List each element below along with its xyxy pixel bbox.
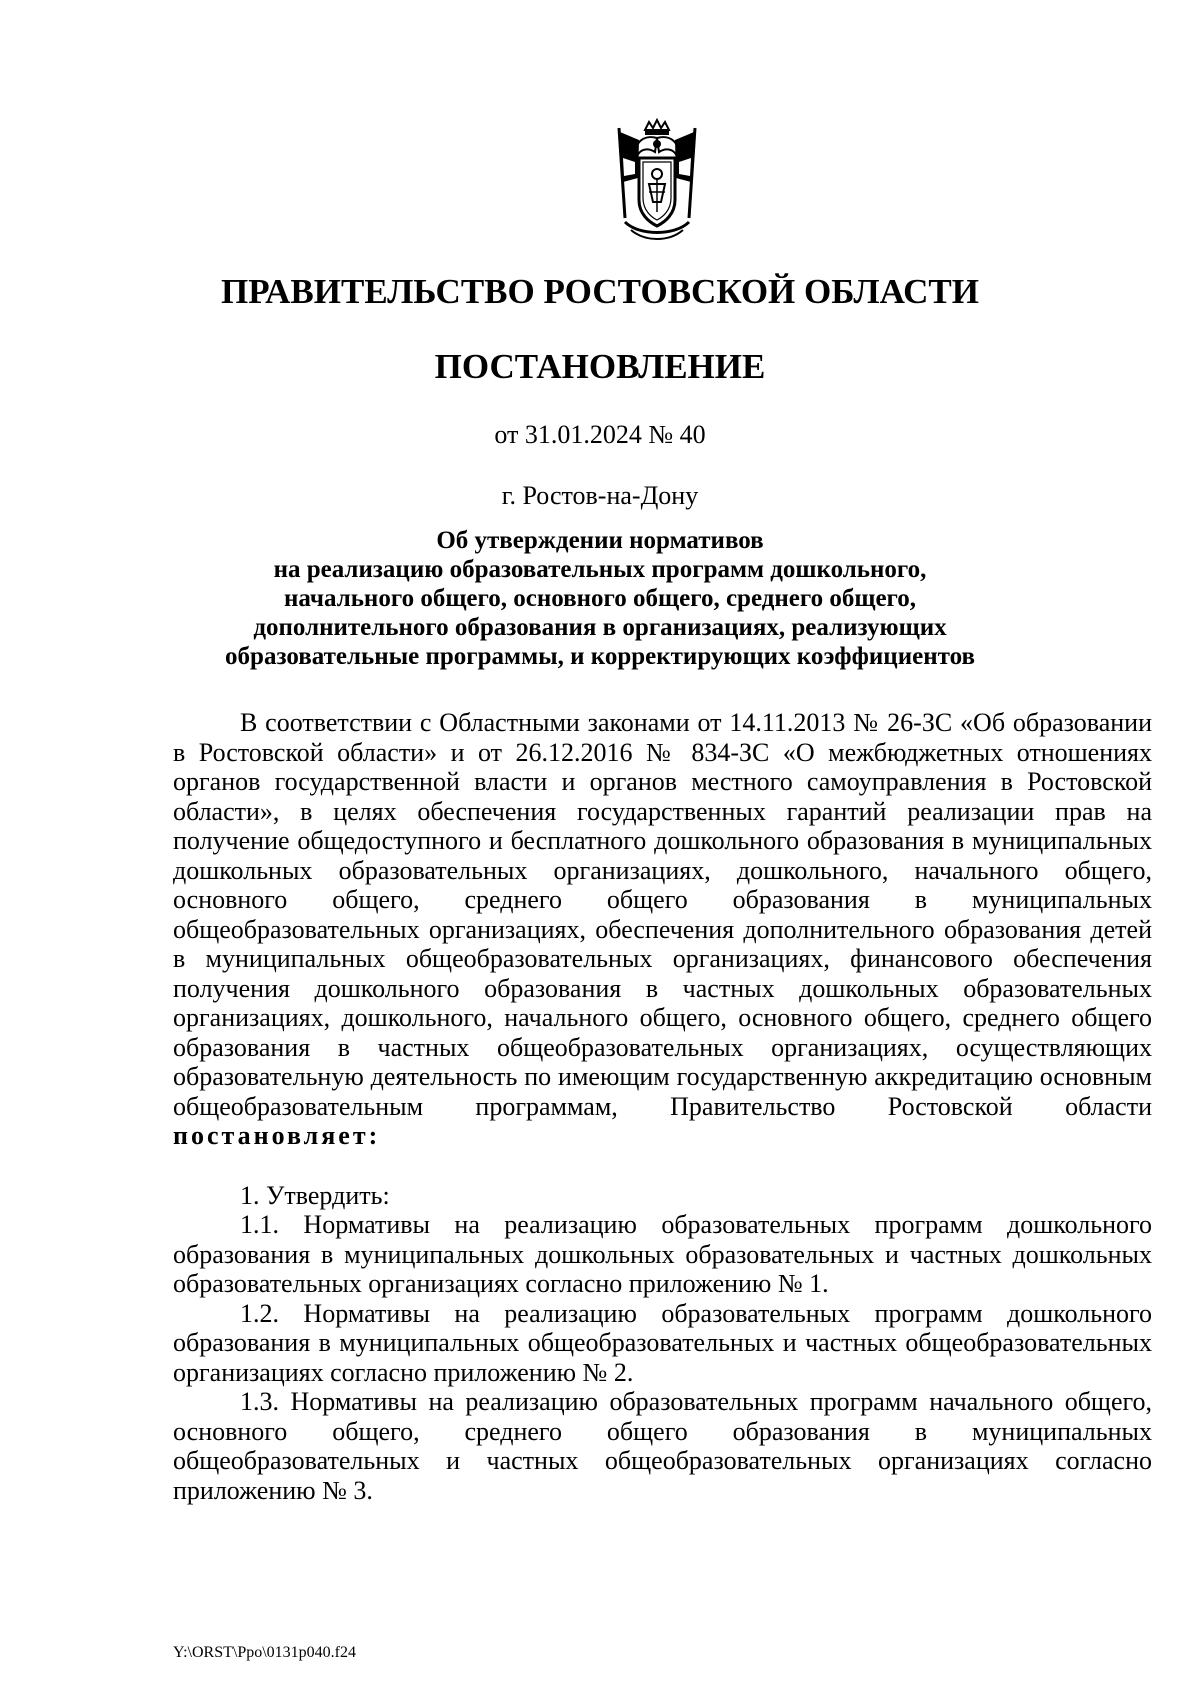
title-line: дополнительного образования в организациях, реализующих	[253, 614, 947, 641]
document-date-number: от 31.01.2024 № 40	[494, 420, 706, 449]
clause-1: 1. Утвердить:	[240, 1180, 390, 1210]
preamble-text: В соответствии с Областными законами от 14.11.2013 № 26-ЗС «Об образовании в Ростовской области» и от 26.12.2016 № 834-ЗС «О межбюджетных отношениях органов государственной власти и органов местного самоуправления в Ростовской области», в целях обеспечения государственных гарантий реализации прав на получение общедоступного и бесплатного дошкольного образования в муниципальных дошкольных образовательных организациях, дошкольного, начального общего, основного общего, среднего общего образования в муниципальных общеобразовательных организациях, обеспечения дополнительного образования детей в муниципальных общеобразовательных организациях, финансового обеспечения получения дошкольного образования в частных дошкольных образовательных организациях, дошкольного, начального общего, основного общего, среднего общего образования в частных общеобразовательных организациях, осуществляющих образовательную деятельность по имеющим государственную аккредитацию основным общеобразовательным программам, Правительство Ростовской области	[173, 708, 1152, 1121]
title-line: на реализацию образовательных программ дошкольного,	[273, 556, 927, 583]
document-city: г. Ростов-на-Дону	[501, 481, 699, 510]
decree-word: постановляет:	[173, 1121, 381, 1150]
title-line: начального общего, основного общего, среднего общего,	[283, 585, 917, 612]
document-type: ПОСТАНОВЛЕНИЕ	[434, 347, 766, 386]
document-title	[0, 526, 1200, 671]
title-line: образовательные программы, и корректирующих коэффициентов	[225, 643, 975, 670]
clause-1-1: 1.1. Нормативы на реализацию образовательных программ дошкольного образования в муниципальных дошкольных образовательных и частных дошкольных образовательных организациях согласно приложению № 1.	[173, 1210, 1152, 1298]
preamble-paragraph	[173, 708, 1152, 1151]
organization-name: ПРАВИТЕЛЬСТВО РОСТОВСКОЙ ОБЛАСТИ	[221, 272, 979, 311]
coat-of-arms-icon	[605, 118, 709, 246]
document-body	[173, 708, 1152, 1505]
title-line: Об утверждении нормативов	[436, 527, 764, 554]
clause-1-3: 1.3. Нормативы на реализацию образовательных программ начального общего, основного общего, среднего общего образования в муниципальных общеобразовательных и частных общеобразовательных организациях согласно приложению № 3.	[173, 1387, 1152, 1505]
clause-1-2: 1.2. Нормативы на реализацию образовательных программ дошкольного образования в муниципальных общеобразовательных и частных общеобразовательных организациях согласно приложению № 2.	[173, 1298, 1152, 1387]
file-path-footer: Y:\ORST\Ppo\0131p040.f24	[173, 1644, 356, 1661]
